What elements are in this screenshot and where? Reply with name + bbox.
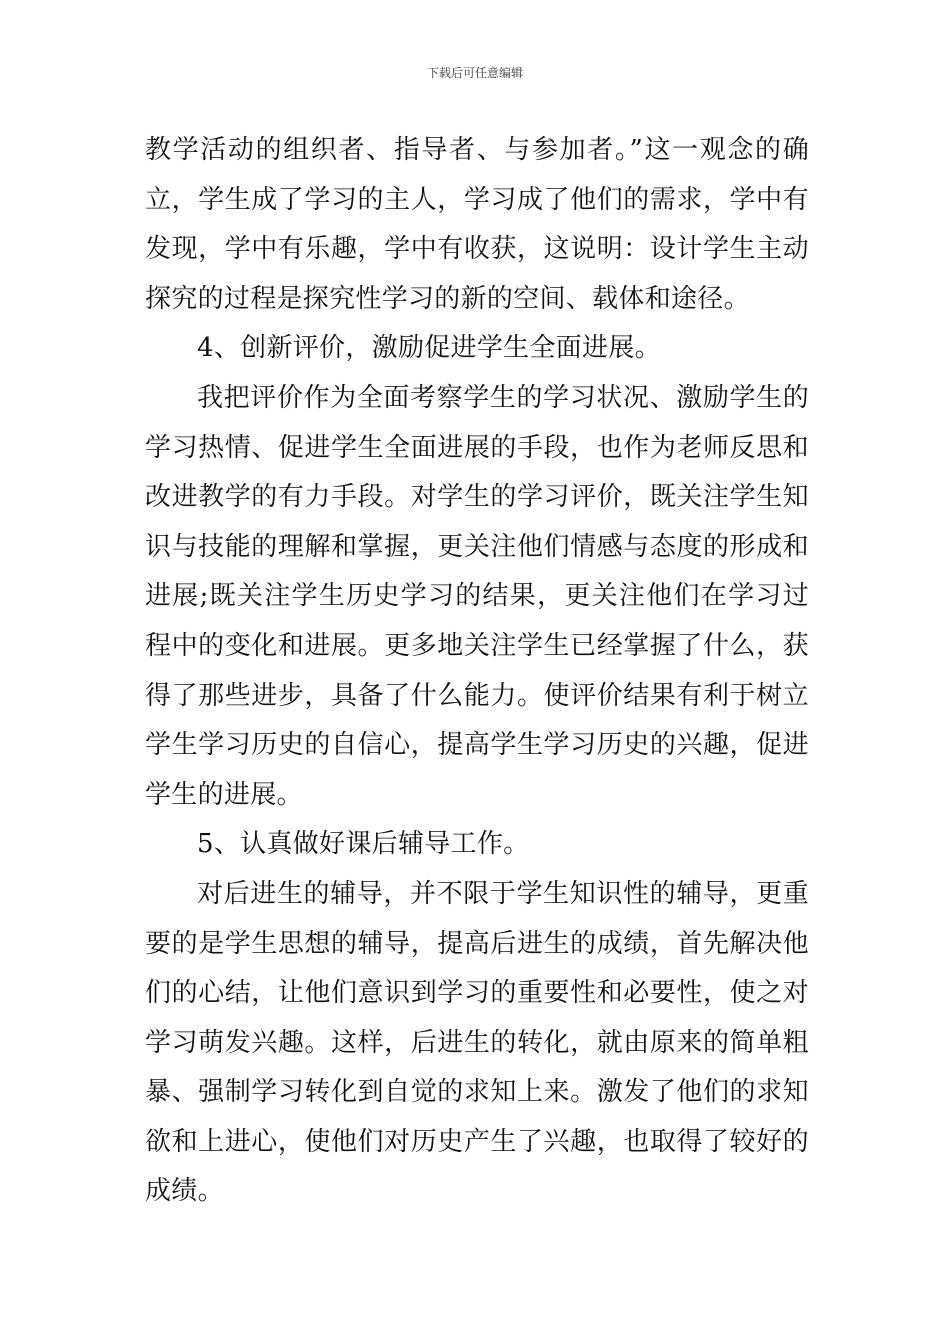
document-body (145, 126, 809, 1217)
paragraph-continued: 教学活动的组织者、指导者、与参加者。”这一观念的确立，学生成了学习的主人，学习成了他们的需求，学中有发现，学中有乐趣，学中有收获，这说明：设计学生主动探究的过程是探究性学习的新的空间、载体和途径。 (145, 135, 809, 314)
section-heading-5: 5、认真做好课后辅导工作。 (197, 829, 530, 860)
page-header: 下载后可任意编辑 (426, 66, 523, 80)
section-heading-4: 4、创新评价，激励促进学生全面进展。 (197, 333, 661, 364)
paragraph-evaluation: 我把评价作为全面考察学生的学习状况、激励学生的学习热情、促进学生全面进展的手段，也作为老师反思和改进教学的有力手段。对学生的学习评价，既关注学生知识与技能的理解和掌握，更关注他们情感与态度的形成和进展;既关注学生历史学习的结果，更关注他们在学习过程中的变化和进展。更多地关注学生已经掌握了什么，获得了那些进步，具备了什么能力。使评价结果有利于树立学生学习历史的自信心，提高学生学习历史的兴趣，促进学生的进展。 (145, 382, 809, 810)
paragraph-tutoring: 对后进生的辅导，并不限于学生知识性的辅导，更重要的是学生思想的辅导，提高后进生的成绩，首先解决他们的心结，让他们意识到学习的重要性和必要性，使之对学习萌发兴趣。这样，后进生的转化，就由原来的简单粗暴、强制学习转化到自觉的求知上来。激发了他们的求知欲和上进心，使他们对历史产生了兴趣，也取得了较好的成绩。 (145, 878, 809, 1207)
